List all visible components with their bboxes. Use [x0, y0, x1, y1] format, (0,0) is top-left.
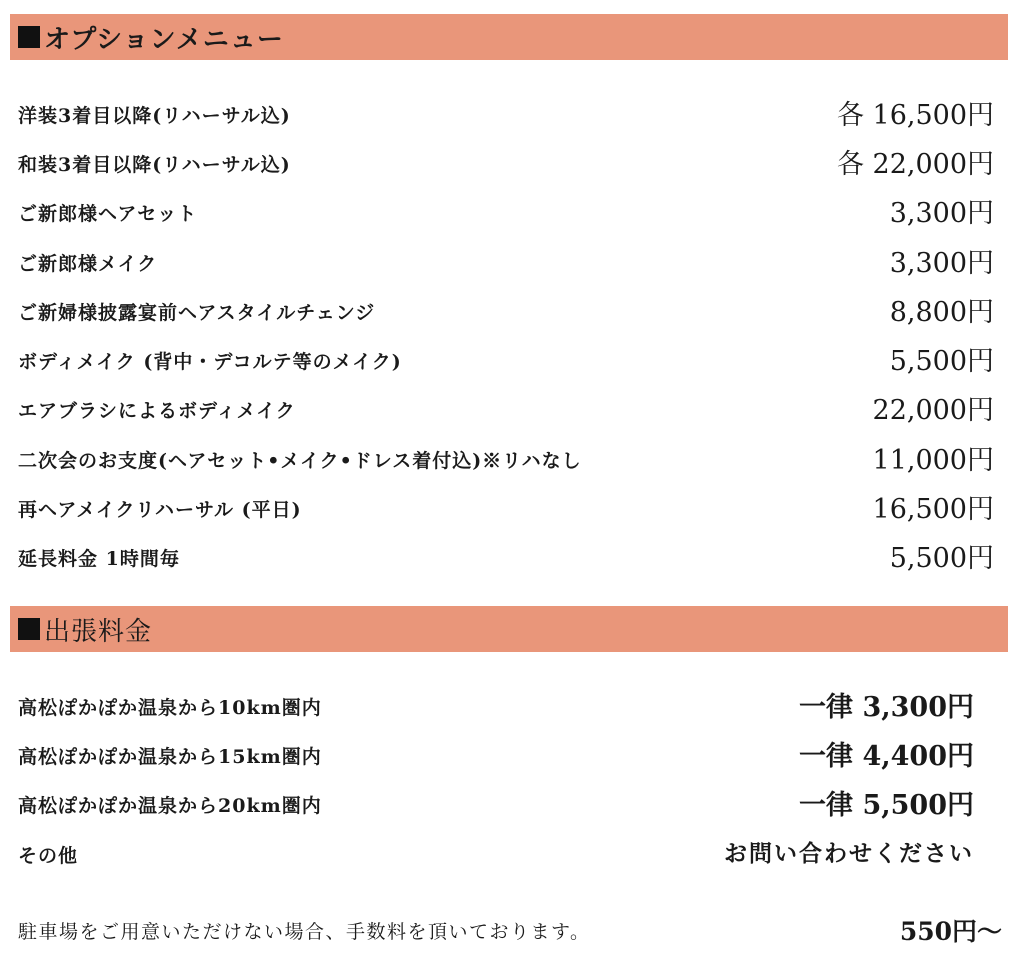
travel-row	[18, 782, 974, 822]
option-price: 5,500円	[889, 543, 994, 574]
option-row	[18, 486, 994, 526]
option-row	[18, 92, 994, 132]
option-label: 延長料金 1時間毎	[18, 548, 180, 570]
option-price: 11,000円	[872, 445, 994, 476]
option-label: 二次会のお支度(ヘアセット•メイク•ドレス着付込)※リハなし	[18, 450, 582, 472]
option-row	[18, 387, 994, 427]
option-row	[18, 240, 994, 280]
option-menu-title: オプションメニュー	[44, 24, 284, 55]
option-price: 16,500円	[872, 494, 994, 525]
travel-price: お問い合わせください	[724, 840, 974, 867]
option-row	[18, 190, 994, 230]
option-price: 3,300円	[889, 198, 994, 229]
travel-label: 高松ぽかぽか温泉から15km圏内	[18, 746, 322, 768]
option-price: 22,000円	[872, 395, 994, 426]
option-price: 3,300円	[889, 248, 994, 279]
travel-price: 一律 4,400円	[799, 741, 974, 772]
travel-price: 一律 3,300円	[799, 692, 974, 723]
parking-fee-label: 駐車場をご用意いただけない場合、手数料を頂いております。	[18, 921, 591, 943]
option-label: 和装3着目以降(リハーサル込)	[18, 154, 291, 176]
option-price: 5,500円	[889, 346, 994, 377]
travel-label: 高松ぽかぽか温泉から20km圏内	[18, 795, 322, 817]
travel-label: 高松ぽかぽか温泉から10km圏内	[18, 697, 322, 719]
travel-row	[18, 733, 974, 773]
square-bullet-icon	[18, 618, 40, 640]
travel-row	[18, 684, 974, 724]
square-bullet-icon	[18, 26, 40, 48]
travel-fee-title: 出張料金	[44, 616, 153, 647]
option-row	[18, 141, 994, 181]
option-row	[18, 535, 994, 575]
option-menu-header	[10, 14, 1008, 60]
option-price: 各 22,000円	[836, 149, 994, 180]
option-price: 8,800円	[889, 297, 994, 328]
option-row	[18, 289, 994, 329]
option-price: 各 16,500円	[836, 100, 994, 131]
option-row	[18, 437, 994, 477]
option-label: 再ヘアメイクリハーサル (平日)	[18, 499, 302, 521]
option-label: ご新郎様ヘアセット	[18, 203, 198, 225]
option-label: ご新郎様メイク	[18, 253, 158, 275]
travel-fee-header	[10, 606, 1008, 652]
parking-fee-row	[18, 908, 1002, 948]
travel-row	[18, 832, 974, 872]
option-row	[18, 338, 994, 378]
travel-price: 一律 5,500円	[799, 790, 974, 821]
travel-label: その他	[18, 845, 79, 867]
option-label: ボディメイク (背中・デコルテ等のメイク)	[18, 351, 402, 373]
parking-fee-price: 550円〜	[899, 917, 1002, 946]
option-label: ご新婦様披露宴前ヘアスタイルチェンジ	[18, 302, 376, 324]
option-label: エアブラシによるボディメイク	[18, 400, 296, 422]
option-label: 洋装3着目以降(リハーサル込)	[18, 105, 291, 127]
